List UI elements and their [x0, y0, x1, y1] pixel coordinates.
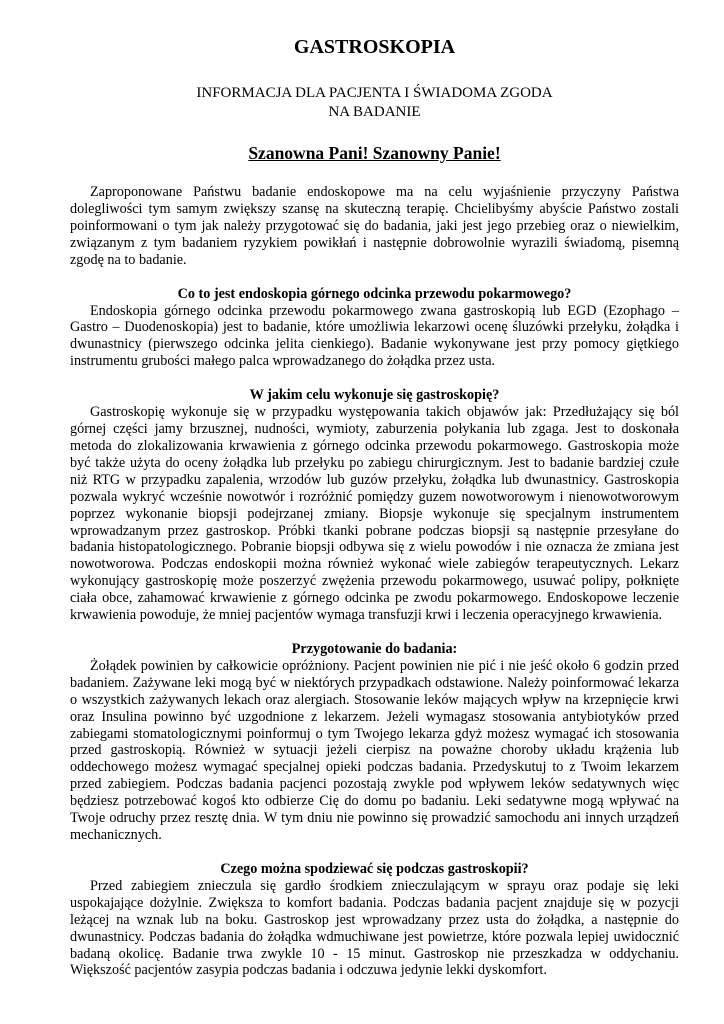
section-heading: W jakim celu wykonuje się gastroskopię?: [249, 387, 500, 404]
document-page: [70, 30, 679, 979]
section-purpose: [70, 387, 679, 624]
section-paragraph: Endoskopia górnego odcinka przewodu pokarmowego zwana gastroskopią lub EGD (Ezophago – Gastro – Duodenoskopia) jest to badanie, które umożliwia lekarzowi ocenę śluzówki przełyku, żołądka i dwunastnicy (pierwszego odcinka jelita cienkiego). Badanie wykonywane jest przy pomocy giętkiego instrumentu grubości małego palca wprowadzanego do żołądka przez usta.: [70, 302, 679, 370]
salutation: Szanowna Pani! Szanowny Panie!: [248, 143, 501, 163]
section-paragraph: Przed zabiegiem znieczula się gardło środkiem znieczulającym w sprayu oraz podaje się leki uspokajające dożylnie. Zwiększa to komfort badania. Podczas badania pacjent znajduje się w pozycji leżącej na wznak lub na boku. Gastroskop jest wprowadzany przez usta do żołądka, a następnie do dwunastnicy. Podczas badania do żołądka wdmuchiwane jest powietrze, które pozwala lepiej uwidocznić badaną okolicę. Badanie trwa zwykle 10 - 15 minut. Gastroskop nie przeszkadza w oddychaniu. Większość pacjentów zasypia podczas badania i odczuwa jedynie lekki dyskomfort.: [70, 877, 679, 979]
section-heading: Co to jest endoskopia górnego odcinka przewodu pokarmowego?: [177, 285, 572, 302]
section-heading: Przygotowanie do badania:: [291, 640, 458, 657]
section-what-to-expect: [70, 861, 679, 979]
section-heading: Czego można spodziewać się podczas gastroskopii?: [220, 860, 529, 877]
section-paragraph: Żołądek powinien by całkowicie opróżniony. Pacjent powinien nie pić i nie jeść około 6 godzin przed badaniem. Zażywane leki mogą być w niektórych przypadkach odstawione. Należy poinformować lekarza o wszystkich zażywanych lekach oraz alergiach. Stosowanie leków mających wpływ na krzepnięcie krwi oraz Insulina powinno być uzgodnione z lekarzem. Jeżeli wymagasz stosowania antybiotyków przed zabiegami stomatologicznymi poinformuj o tym Twojego lekarza gdyż możesz wymagać ich stosowania przed gastroskopią. Również w sytuacji jeżeli cierpisz na poważne choroby układu krążenia lub oddechowego możesz wymagać specjalnej opieki podczas badania. Przedyskutuj to z Twoim lekarzem przed zabiegiem. Podczas badania pacjenci pozostają zwykle pod wpływem leków sedatywnych więc będziesz potrzebować kogoś kto odbierze Cię do domu po badaniu. Leki sedatywne mogą wpływać na Twoje odruchy przez resztę dnia. W tym dniu nie powinno się prowadzić samochodu ani innych urządzeń mechanicznych.: [70, 657, 679, 843]
section-preparation: [70, 641, 679, 844]
intro-paragraph: Zaproponowane Państwu badanie endoskopowe ma na celu wyjaśnienie przyczyny Państwa dolegliwości tym samym zwiększy szansę na skuteczną terapię. Chcielibyśmy abyście Państwo zostali poinformowani o tym jak należy przygotować się do badania, jaki jest jego przebieg oraz o niewielkim, związanym z tym badaniem ryzykiem powikłań i następnie dobrowolnie wyrazili świadomą, pisemną zgodę na to badanie.: [70, 184, 679, 268]
section-paragraph: Gastroskopię wykonuje się w przypadku występowania takich objawów jak: Przedłużający się ból górnej części jamy brzusznej, nudności, wymioty, zaburzenia połykania lub zgaga. Jest to doskonała metoda do zlokalizowania krwawienia z górnego odcinka przewodu pokarmowego. Gastroskopia może być także użyta do oceny żołądka lub przełyku po zabiegu chirurgicznym. Jest to badanie bardziej czułe niż RTG w przypadku zapalenia, wrzodów lub guzów przełyku, żołądka lub dwunastnicy. Gastroskopia pozwala wykryć wcześnie nowotwór i rozróżnić pomiędzy guzem nowotworowym i nienowotworowym poprzez wykonanie biopsji podejrzanej zmiany. Biopsje wykonuje się specjalnym instrumentem wprowadzanym przez gastroskop. Próbki tkanki pobrane podczas biopsji są następnie przesyłane do badania histopatologicznego. Pobranie biopsji odbywa się z wielu powodów i nie oznacza że zmiana jest nowotworowa. Podczas endoskopii można również wykonać wiele zabiegów terapeutycznych. Lekarz wykonujący gastroskopię może poszerzyć zwężenia przewodu pokarmowego, usuwać polipy, połknięte ciała obce, zahamować krwawienie z górnego odcinka pe zwodu pokarmowego. Endoskopowe leczenie krwawienia powoduje, że mniej pacjentów wymaga transfuzji krwi i leczenia operacyjnego krwawienia.: [70, 404, 679, 624]
section-what-is: [70, 286, 679, 371]
subtitle-line-2: NA BADANIE: [328, 104, 421, 120]
subtitle-line-1: INFORMACJA DLA PACJENTA I ŚWIADOMA ZGODA: [196, 85, 553, 101]
document-title: GASTROSKOPIA: [293, 36, 456, 58]
document-subtitle: [70, 84, 679, 122]
intro-block: [70, 184, 679, 269]
